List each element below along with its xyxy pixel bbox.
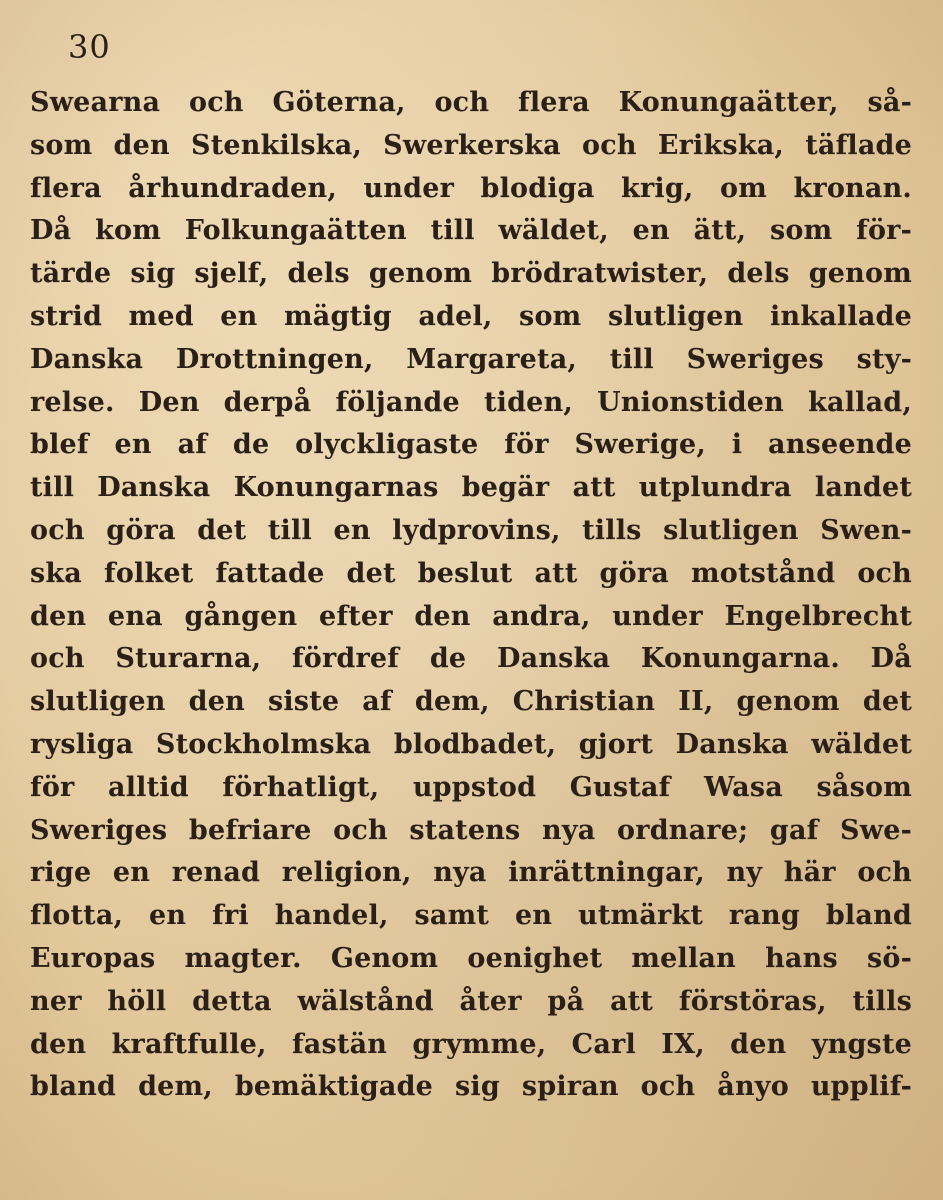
page-number: 30 — [68, 28, 111, 66]
text-line-11: och göra det till en lydprovins, tills slutligen Swen- — [30, 514, 912, 546]
text-line-10: till Danska Konungarnas begär att utplundra landet — [30, 472, 912, 504]
text-line-5: tärde sig sjelf, dels genom brödratwister, dels genom — [30, 258, 912, 290]
text-line-7: Danska Drottningen, Margareta, till Sweriges sty- — [30, 343, 912, 375]
text-line-2: som den Stenkilska, Swerkerska och Erikska, täflade — [30, 129, 912, 161]
text-line-24: bland dem, bemäktigade sig spiran och ånyo upplif- — [30, 1071, 912, 1103]
text-line-22: ner höll detta wälstånd åter på att förstöras, tills — [30, 985, 912, 1017]
text-line-16: rysliga Stockholmska blodbadet, gjort Danska wäldet — [30, 728, 912, 760]
text-line-20: flotta, en fri handel, samt en utmärkt rang bland — [30, 900, 912, 932]
text-line-1: Swearna och Göterna, och flera Konungaätter, så- — [30, 87, 912, 118]
text-line-23: den kraftfulle, fastän grymme, Carl IX, den yngste — [30, 1028, 912, 1060]
text-line-14: och Sturarna, fördref de Danska Konungarna. Då — [30, 643, 912, 675]
text-line-9: blef en af de olyckligaste för Swerige, i anseende — [30, 429, 912, 461]
text-line-8: relse. Den derpå följande tiden, Unionstiden kallad, — [30, 386, 912, 418]
text-line-15: slutligen den siste af dem, Christian II, genom det — [30, 686, 912, 718]
text-line-21: Europas magter. Genom oenighet mellan hans sö- — [30, 942, 912, 974]
text-line-17: för alltid förhatligt, uppstod Gustaf Wasa såsom — [30, 771, 912, 803]
text-line-13: den ena gången efter den andra, under Engelbrecht — [30, 600, 912, 632]
text-line-3: flera århundraden, under blodiga krig, om kronan. — [30, 172, 912, 204]
text-line-4: Då kom Folkungaätten till wäldet, en ätt, som för- — [30, 215, 912, 247]
body-text — [30, 82, 912, 1109]
text-line-19: rige en renad religion, nya inrättningar, ny här och — [30, 857, 912, 889]
text-line-6: strid med en mägtig adel, som slutligen inkallade — [30, 300, 912, 332]
text-line-12: ska folket fattade det beslut att göra motstånd och — [30, 557, 912, 589]
text-line-18: Sweriges befriare och statens nya ordnare; gaf Swe- — [30, 814, 912, 846]
